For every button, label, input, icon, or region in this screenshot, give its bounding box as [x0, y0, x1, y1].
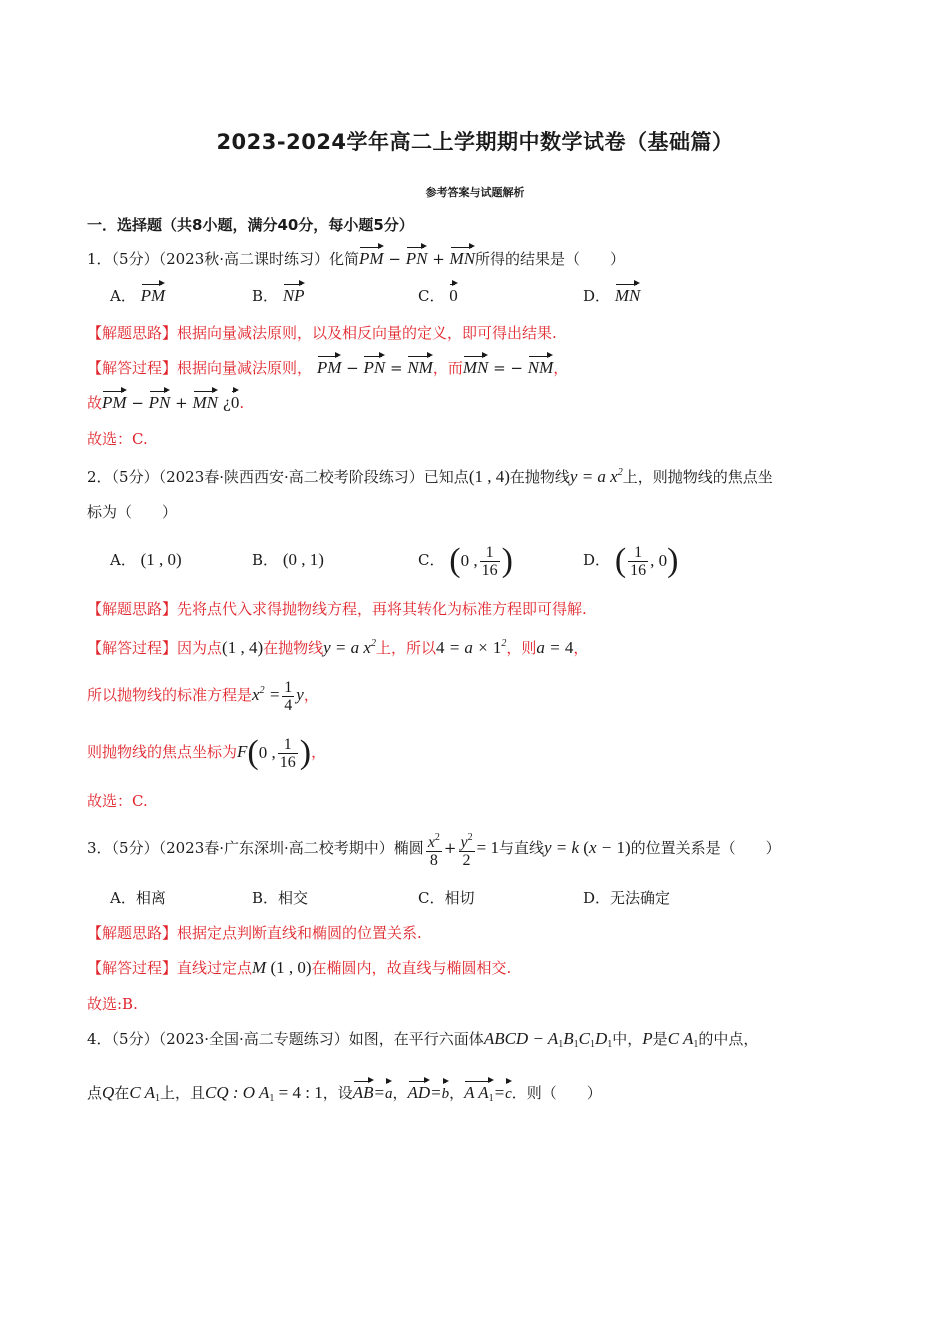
process-text: 直线过定点 — [177, 959, 253, 977]
process-text: ， — [303, 686, 319, 704]
option-label: B． — [252, 551, 279, 569]
process-text: . — [239, 394, 245, 412]
q3-answer: 故选:B. — [87, 995, 138, 1013]
process-text: ， — [553, 359, 569, 377]
q2-standard-equation: 所以抛物线的标准方程是$x^2$ = $\frac{1}{4}$ y， — [87, 678, 319, 714]
idea-text: 根据定点判断直线和椭圆的位置关系. — [177, 924, 422, 942]
vector-pm: PM — [316, 358, 342, 377]
vector-pm: PM — [102, 393, 127, 412]
question-4-text: ， — [392, 1084, 408, 1102]
option-label: C． — [418, 551, 445, 569]
q3-option-b: B．相交 — [252, 889, 309, 907]
idea-label: 【解题思路】 — [87, 600, 178, 618]
vector-mn: MN — [614, 286, 641, 305]
q1-solution-process: 【解答过程】根据向量减法原则， PM − PN = NM，而MN = − NM， — [87, 358, 569, 377]
vector-nm: NM — [407, 358, 433, 377]
question-1-prefix: 1．（5分）（2023秋·高二课时练习）化简 — [87, 250, 360, 268]
process-text: 在椭圆内，故直线与椭圆相交. — [311, 959, 512, 977]
q2-focus: 则抛物线的焦点坐标为F(0 , $\frac{1}{16}$ )， — [87, 734, 327, 771]
page-subtitle: 参考答案与试题解析 — [425, 186, 525, 199]
process-text: 上，所以 — [375, 639, 436, 657]
zero-vector: 0 — [449, 286, 458, 305]
q2-solution-process: 【解答过程】因为点(1 , 4)在抛物线y = a $x^2$上，所以$4 = a \times 1^2$，则a = 4， — [87, 638, 589, 657]
vector-np: NP — [282, 286, 305, 305]
question-3: 3．（5分）（2023春·广东深圳·高二校考期中）椭圆 $\frac{x^2}{8}$ + $\frac{y^2}{2}$ = 1与直线y = k (x − 1)的位置关系是（ ） — [87, 826, 781, 870]
question-3-mid: 与直线 — [498, 839, 544, 857]
question-4-text: 上，且 — [159, 1084, 205, 1102]
question-4-line2: 点Q在C $A_1$上，且CQ : O $A_1 = 4$ : 1，设AB=a，AD=b，A $A_1=c$．则（ ） — [87, 1082, 602, 1110]
question-4-text: 的中点， — [698, 1030, 759, 1048]
idea-text: 先将点代入求得抛物线方程，再将其转化为标准方程即可得解. — [177, 600, 587, 618]
vector-c: c — [505, 1083, 512, 1105]
process-text: 故 — [87, 394, 103, 412]
option-label: D． — [583, 287, 611, 305]
q3-option-c: C．相切 — [418, 889, 475, 907]
question-4-prefix: 4．（5分）（2023·全国·高二专题练习）如图，在平行六面体 — [87, 1030, 484, 1048]
q1-option-a — [110, 285, 165, 307]
section-heading: 一．选择题（共8小题，满分40分，每小题5分） — [87, 216, 414, 234]
question-4-text: 在 — [114, 1084, 130, 1102]
q3-option-d: D．无法确定 — [583, 889, 671, 907]
process-text: ，而 — [432, 359, 463, 377]
vector-a: a — [385, 1083, 393, 1105]
q1-option-c — [418, 285, 458, 307]
vector-nm: NM — [527, 358, 554, 377]
idea-text: 根据向量减法原则，以及相反向量的定义，即可得出结果. — [177, 324, 557, 342]
process-text: 则抛物线的焦点坐标为 — [87, 743, 238, 761]
q3-option-a: A．相离 — [110, 889, 166, 907]
question-2: 2．（5分）（2023春·陕西西安·高二校考阶段练习）已知点(1 , 4)在抛物线y = a $x^2$上，则抛物线的焦点坐 — [87, 467, 773, 486]
option-label: B． — [252, 287, 279, 305]
process-text: ， — [573, 639, 589, 657]
vector-pm: PM — [140, 286, 166, 305]
process-text: ¿ — [222, 394, 231, 412]
process-text: ，则 — [506, 639, 537, 657]
option-label: C． — [418, 287, 445, 305]
vector-pn: PN — [363, 358, 386, 377]
q3-solution-idea — [87, 922, 422, 944]
question-1: 1．（5分）（2023秋·高二课时练习）化简PM − PN + MN所得的结果是（ ） — [87, 249, 626, 268]
question-4-text: 点 — [87, 1084, 103, 1102]
vector-ab: AB — [352, 1083, 374, 1102]
option-label: D． — [583, 551, 611, 569]
question-1-suffix: 所得的结果是（ ） — [475, 250, 626, 268]
q2-option-d: D． ( $\frac{1}{16}$ , 0) — [583, 542, 679, 579]
process-label: 【解答过程】 — [87, 359, 178, 377]
question-4-text: 是 — [652, 1030, 668, 1048]
process-text: 因为点 — [177, 639, 223, 657]
q1-solution-result: 故PM − PN + MN ¿0. — [87, 393, 245, 412]
page-title: 2023-2024学年高二上学期期中数学试卷（基础篇） — [216, 130, 734, 154]
q1-answer: 故选：C. — [87, 430, 148, 448]
question-4-mid: 中， — [612, 1030, 643, 1048]
question-4: 4．（5分）（2023·全国·高二专题练习）如图，在平行六面体ABCD − $A_1B_1C_1D_1$中，P是C $A_1$的中点， — [87, 1029, 759, 1050]
q1-option-b — [252, 285, 305, 307]
option-label: A． — [110, 287, 136, 305]
q2-solution-idea — [87, 598, 587, 620]
question-4-text: ， — [449, 1084, 465, 1102]
process-text: 根据向量减法原则， — [177, 359, 313, 377]
process-label: 【解答过程】 — [87, 639, 178, 657]
idea-label: 【解题思路】 — [87, 324, 178, 342]
question-4-text: ，设 — [322, 1084, 353, 1102]
vector-aa1: A $A_1$ — [464, 1082, 493, 1110]
question-2-suffix: 上，则抛物线的焦点坐 — [622, 468, 773, 486]
question-3-prefix: 3．（5分）（2023春·广东深圳·高二校考期中）椭圆 — [87, 839, 424, 857]
vector-mn: MN — [192, 393, 219, 412]
q2-answer: 故选：C. — [87, 792, 148, 810]
process-text: ， — [311, 743, 327, 761]
q2-option-c: C． (0 , $\frac{1}{16}$ ) — [418, 542, 513, 579]
vector-pn: PN — [148, 393, 171, 412]
process-text: 在抛物线 — [263, 639, 324, 657]
process-text: 所以抛物线的标准方程是 — [87, 686, 253, 704]
vector-mn: MN — [449, 249, 476, 268]
question-2-prefix: 2．（5分）（2023春·陕西西安·高二校考阶段练习）已知点 — [87, 468, 469, 486]
question-2-mid: 在抛物线 — [509, 468, 570, 486]
question-2-line2: 标为（ ） — [87, 503, 178, 521]
vector-pn: PN — [405, 249, 428, 268]
q1-solution-idea — [87, 322, 557, 344]
q2-option-a: A． (1 , 0) — [110, 550, 182, 569]
vector-pm: PM — [359, 249, 384, 268]
option-label: A． — [110, 551, 136, 569]
process-label: 【解答过程】 — [87, 959, 178, 977]
zero-vector: 0 — [230, 393, 240, 412]
idea-label: 【解题思路】 — [87, 924, 178, 942]
vector-mn: MN — [462, 358, 489, 377]
vector-b: b — [442, 1083, 450, 1105]
question-3-suffix: 的位置关系是（ ） — [630, 839, 781, 857]
vector-ad: AD — [407, 1083, 431, 1102]
q3-solution-process: 【解答过程】直线过定点M (1 , 0)在椭圆内，故直线与椭圆相交. — [87, 958, 512, 977]
q1-option-d — [583, 285, 640, 307]
question-4-text: ．则（ ） — [511, 1084, 602, 1102]
q2-option-b: B． (0 , 1) — [252, 550, 324, 569]
